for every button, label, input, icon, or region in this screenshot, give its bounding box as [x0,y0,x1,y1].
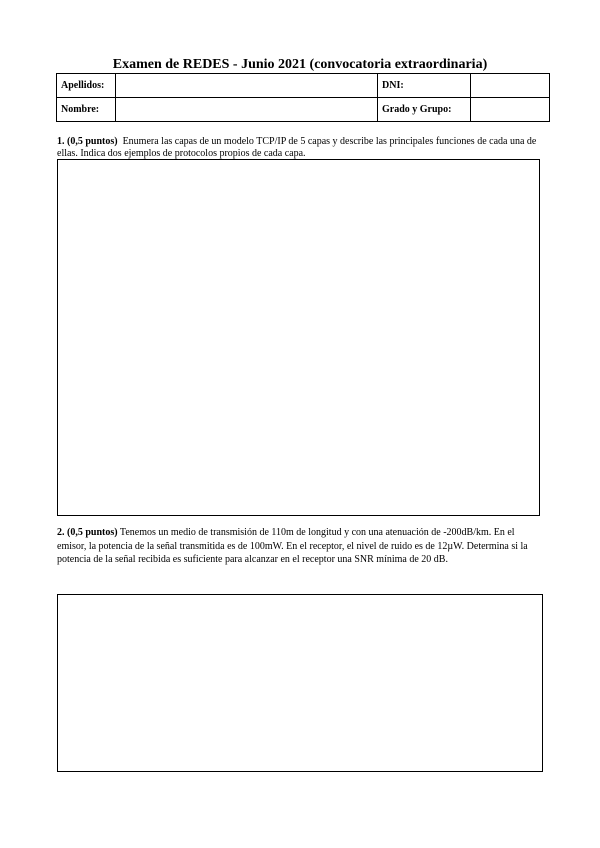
grado-grupo-field[interactable] [471,98,550,122]
exam-title: Examen de REDES - Junio 2021 (convocatoria extraordinaria) [112,57,488,72]
question-1 [57,136,545,159]
question-1-answer-box[interactable] [57,159,540,516]
student-info-row-1 [57,74,550,98]
question-2 [57,526,545,567]
question-1-number: 1. (0,5 puntos) [57,136,118,147]
nombre-label: Nombre: [57,98,116,122]
question-2-answer-box[interactable] [57,594,543,772]
grado-grupo-label: Grado y Grupo: [378,98,471,122]
question-1-text: Enumera las capas de un modelo TCP/IP de 5 capas y describe las principales funciones de cada una de ellas. Indica dos ejemplos de protocolos propios de cada capa. [57,136,537,159]
student-info-table [56,73,550,122]
dni-field[interactable] [471,74,550,98]
apellidos-field[interactable] [116,74,378,98]
question-2-number: 2. (0,5 puntos) [57,527,118,538]
question-2-text: Tenemos un medio de transmisión de 110m de longitud y con una atenuación de -200dB/km. En el emisor, la potencia de la señal transmitida es de 100mW. En el receptor, el nivel de ruido es de 12µW. Determina si la potencia de la señal recibida es suficiente para alcanzar en el receptor una SNR mínima de 20 dB. [57,527,528,565]
apellidos-label: Apellidos: [57,74,116,98]
dni-label: DNI: [378,74,471,98]
nombre-field[interactable] [116,98,378,122]
student-info-row-2 [57,98,550,122]
